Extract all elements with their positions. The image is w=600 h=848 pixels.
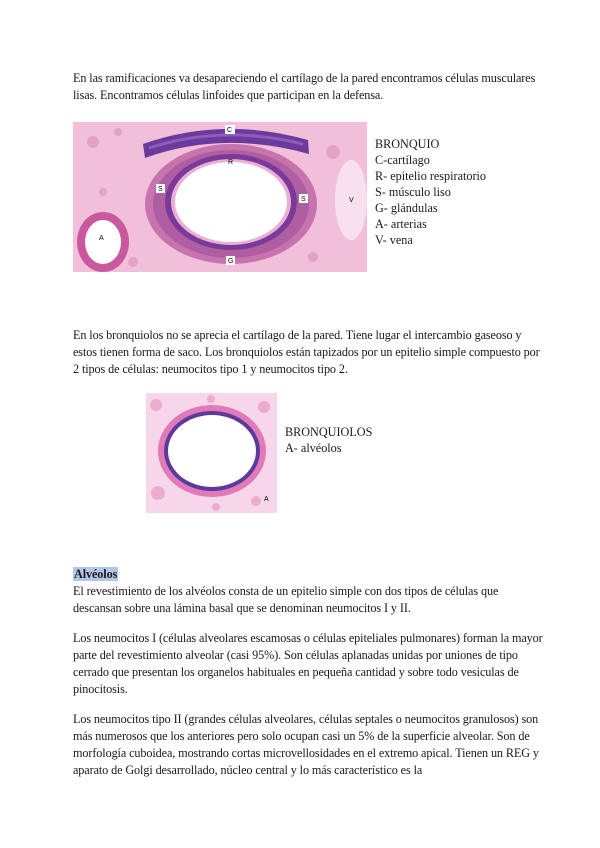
caption-item: G- glándulas xyxy=(375,201,438,215)
caption-item: A- arterias xyxy=(375,217,427,231)
label-a: A xyxy=(99,235,104,242)
caption-item: V- vena xyxy=(375,233,413,247)
paragraph-bronquiolos: En los bronquiolos no se aprecia el cartílago de la pared. Tiene lugar el intercambio gaseoso y estos tienen forma de saco. Los bronquiolos están tapizados por un epitelio simple compuesto por 2 tipos de células: neumocitos tipo 1 y neumocitos tipo 2. xyxy=(73,328,540,376)
bronquiolos-micrograph xyxy=(146,393,277,513)
paragraph-neumocitos-ii: Los neumocitos tipo II (grandes células alveolares, células septales o neumocitos granulosos) son más numerosos que los anteriores pero solo ocupan casi un 5% de la superficie alveolar. Son de morfología cuboidea, mostrando cortas microvellosidades en el extremo apical. Tienen un REG y aparato de Golgi desarrollado, núcleo central y lo más característico es la xyxy=(73,712,539,777)
bronquio-caption xyxy=(375,136,486,248)
caption-title: BRONQUIO xyxy=(375,137,440,151)
caption-item: R- epitelio respiratorio xyxy=(375,169,487,183)
label-s1: S xyxy=(158,186,163,193)
caption-item: S- músculo liso xyxy=(375,185,451,199)
section-heading-alveolos xyxy=(73,566,543,583)
label-s2: S xyxy=(301,196,306,203)
heading-alveolos: Alvéolos xyxy=(74,567,118,581)
paragraph-neumocitos-i: Los neumocitos I (células alveolares escamosas o células epiteliales pulmonares) forman la mayor parte del revestimiento alveolar (casi 95%). Son células aplanadas unidas por uniones de tipo cerrado que presentan los organelos habituales en pequeña cantidad y sobre todo vesiculas de pinocitosis. xyxy=(73,631,543,696)
label-v: V xyxy=(349,197,354,204)
paragraph-ramificaciones: En las ramificaciones va desapareciendo el cartílago de la pared encontramos células musculares lisas. Encontramos células linfoides que participan en la defensa. xyxy=(73,71,536,102)
bronquiolos-caption xyxy=(285,424,372,456)
bronquio-micrograph xyxy=(73,122,367,272)
label-g: G xyxy=(228,258,234,265)
label-r: R xyxy=(228,159,234,166)
label-a: A xyxy=(264,496,269,503)
label-c: C xyxy=(227,127,233,134)
caption-title: BRONQUIOLOS xyxy=(285,425,373,439)
caption-item: C-cartílago xyxy=(375,153,430,167)
paragraph-alveolos-intro: El revestimiento de los alvéolos consta de un epitelio simple con dos tipos de células que descansan sobre una lámina basal que se denominan neumocitos I y II. xyxy=(73,584,499,615)
caption-item: A- alvéolos xyxy=(285,441,342,455)
